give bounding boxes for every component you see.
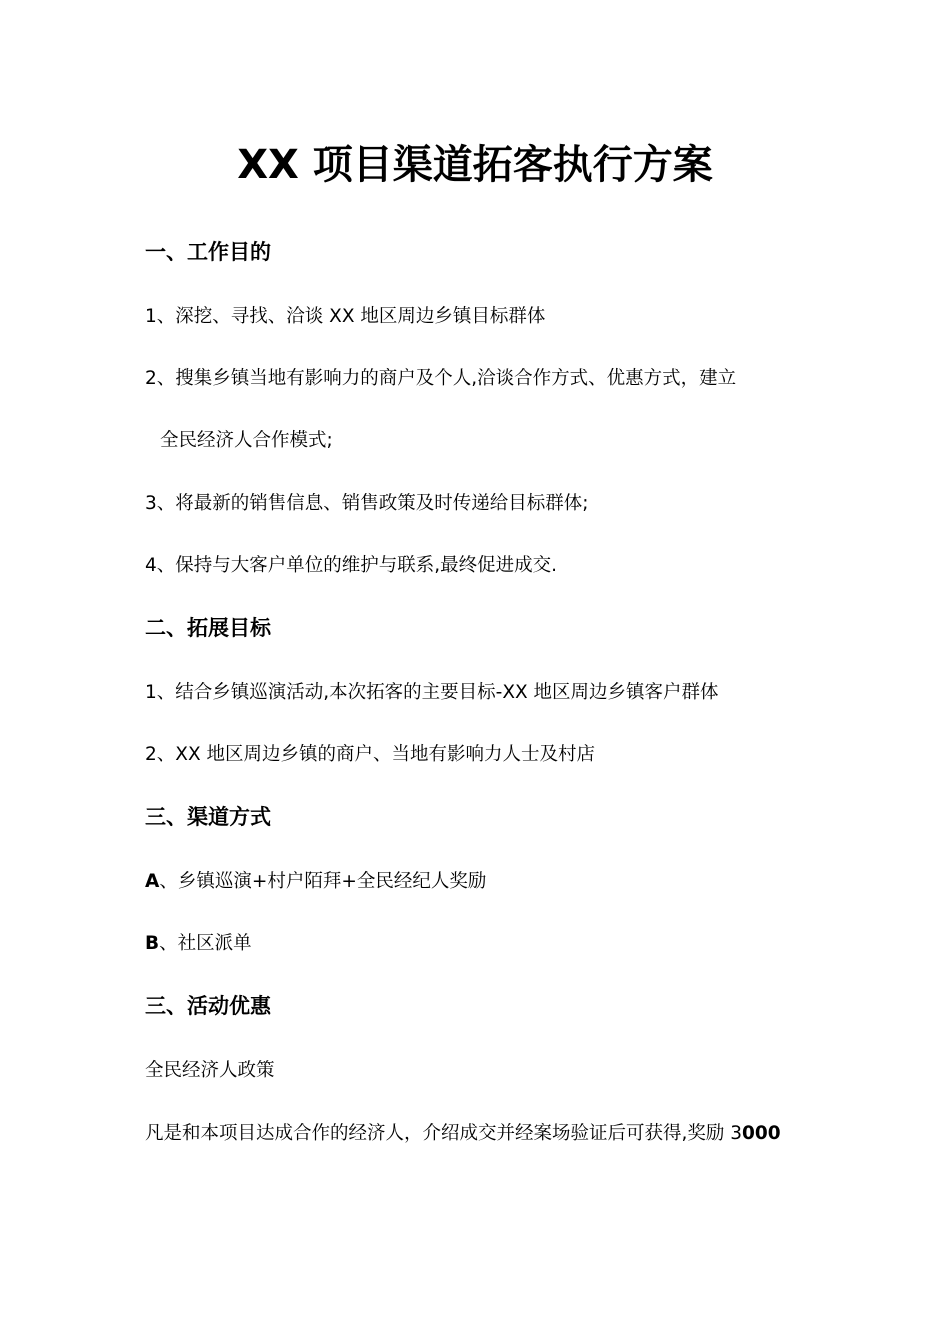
channel-item-a [145, 869, 486, 895]
item-text: 、乡镇巡演+村户陌拜+全民经纪人奖励 [159, 871, 487, 892]
paragraph: 全民经济人政策 [145, 1060, 275, 1081]
reward-amount-emphasis: 000 [742, 1123, 781, 1144]
paragraph: 3、将最新的销售信息、销售政策及时传递给目标群体; [145, 493, 589, 514]
item-text: 、社区派单 [159, 933, 252, 954]
section-heading-channel-methods: 三、渠道方式 [145, 805, 271, 829]
document-title: XX 项目渠道拓客执行方案 [237, 142, 713, 188]
section-heading-work-purpose: 一、工作目的 [145, 240, 271, 264]
paragraph: 1、结合乡镇巡演活动,本次拓客的主要目标-XX 地区周边乡镇客户群体 [145, 682, 719, 703]
paragraph-reward [145, 1121, 781, 1147]
reward-text: 凡是和本项目达成合作的经济人，介绍成交并经案场验证后可获得,奖励 3 [145, 1123, 743, 1144]
paragraph: 2、XX 地区周边乡镇的商户、当地有影响力人士及村店 [145, 744, 596, 765]
section-heading-activity-offers: 三、活动优惠 [145, 994, 271, 1018]
paragraph: 4、保持与大客户单位的维护与联系,最终促进成交. [145, 555, 558, 576]
paragraph-continuation: 全民经济人合作模式; [160, 430, 333, 451]
item-prefix: B [145, 933, 160, 954]
paragraph: 2、搜集乡镇当地有影响力的商户及个人,洽谈合作方式、优惠方式，建立 [145, 368, 737, 389]
paragraph: 1、深挖、寻找、洽谈 XX 地区周边乡镇目标群体 [145, 306, 546, 327]
channel-item-b [145, 931, 252, 957]
item-prefix: A [145, 871, 160, 892]
section-heading-expansion-goals: 二、拓展目标 [145, 616, 271, 640]
